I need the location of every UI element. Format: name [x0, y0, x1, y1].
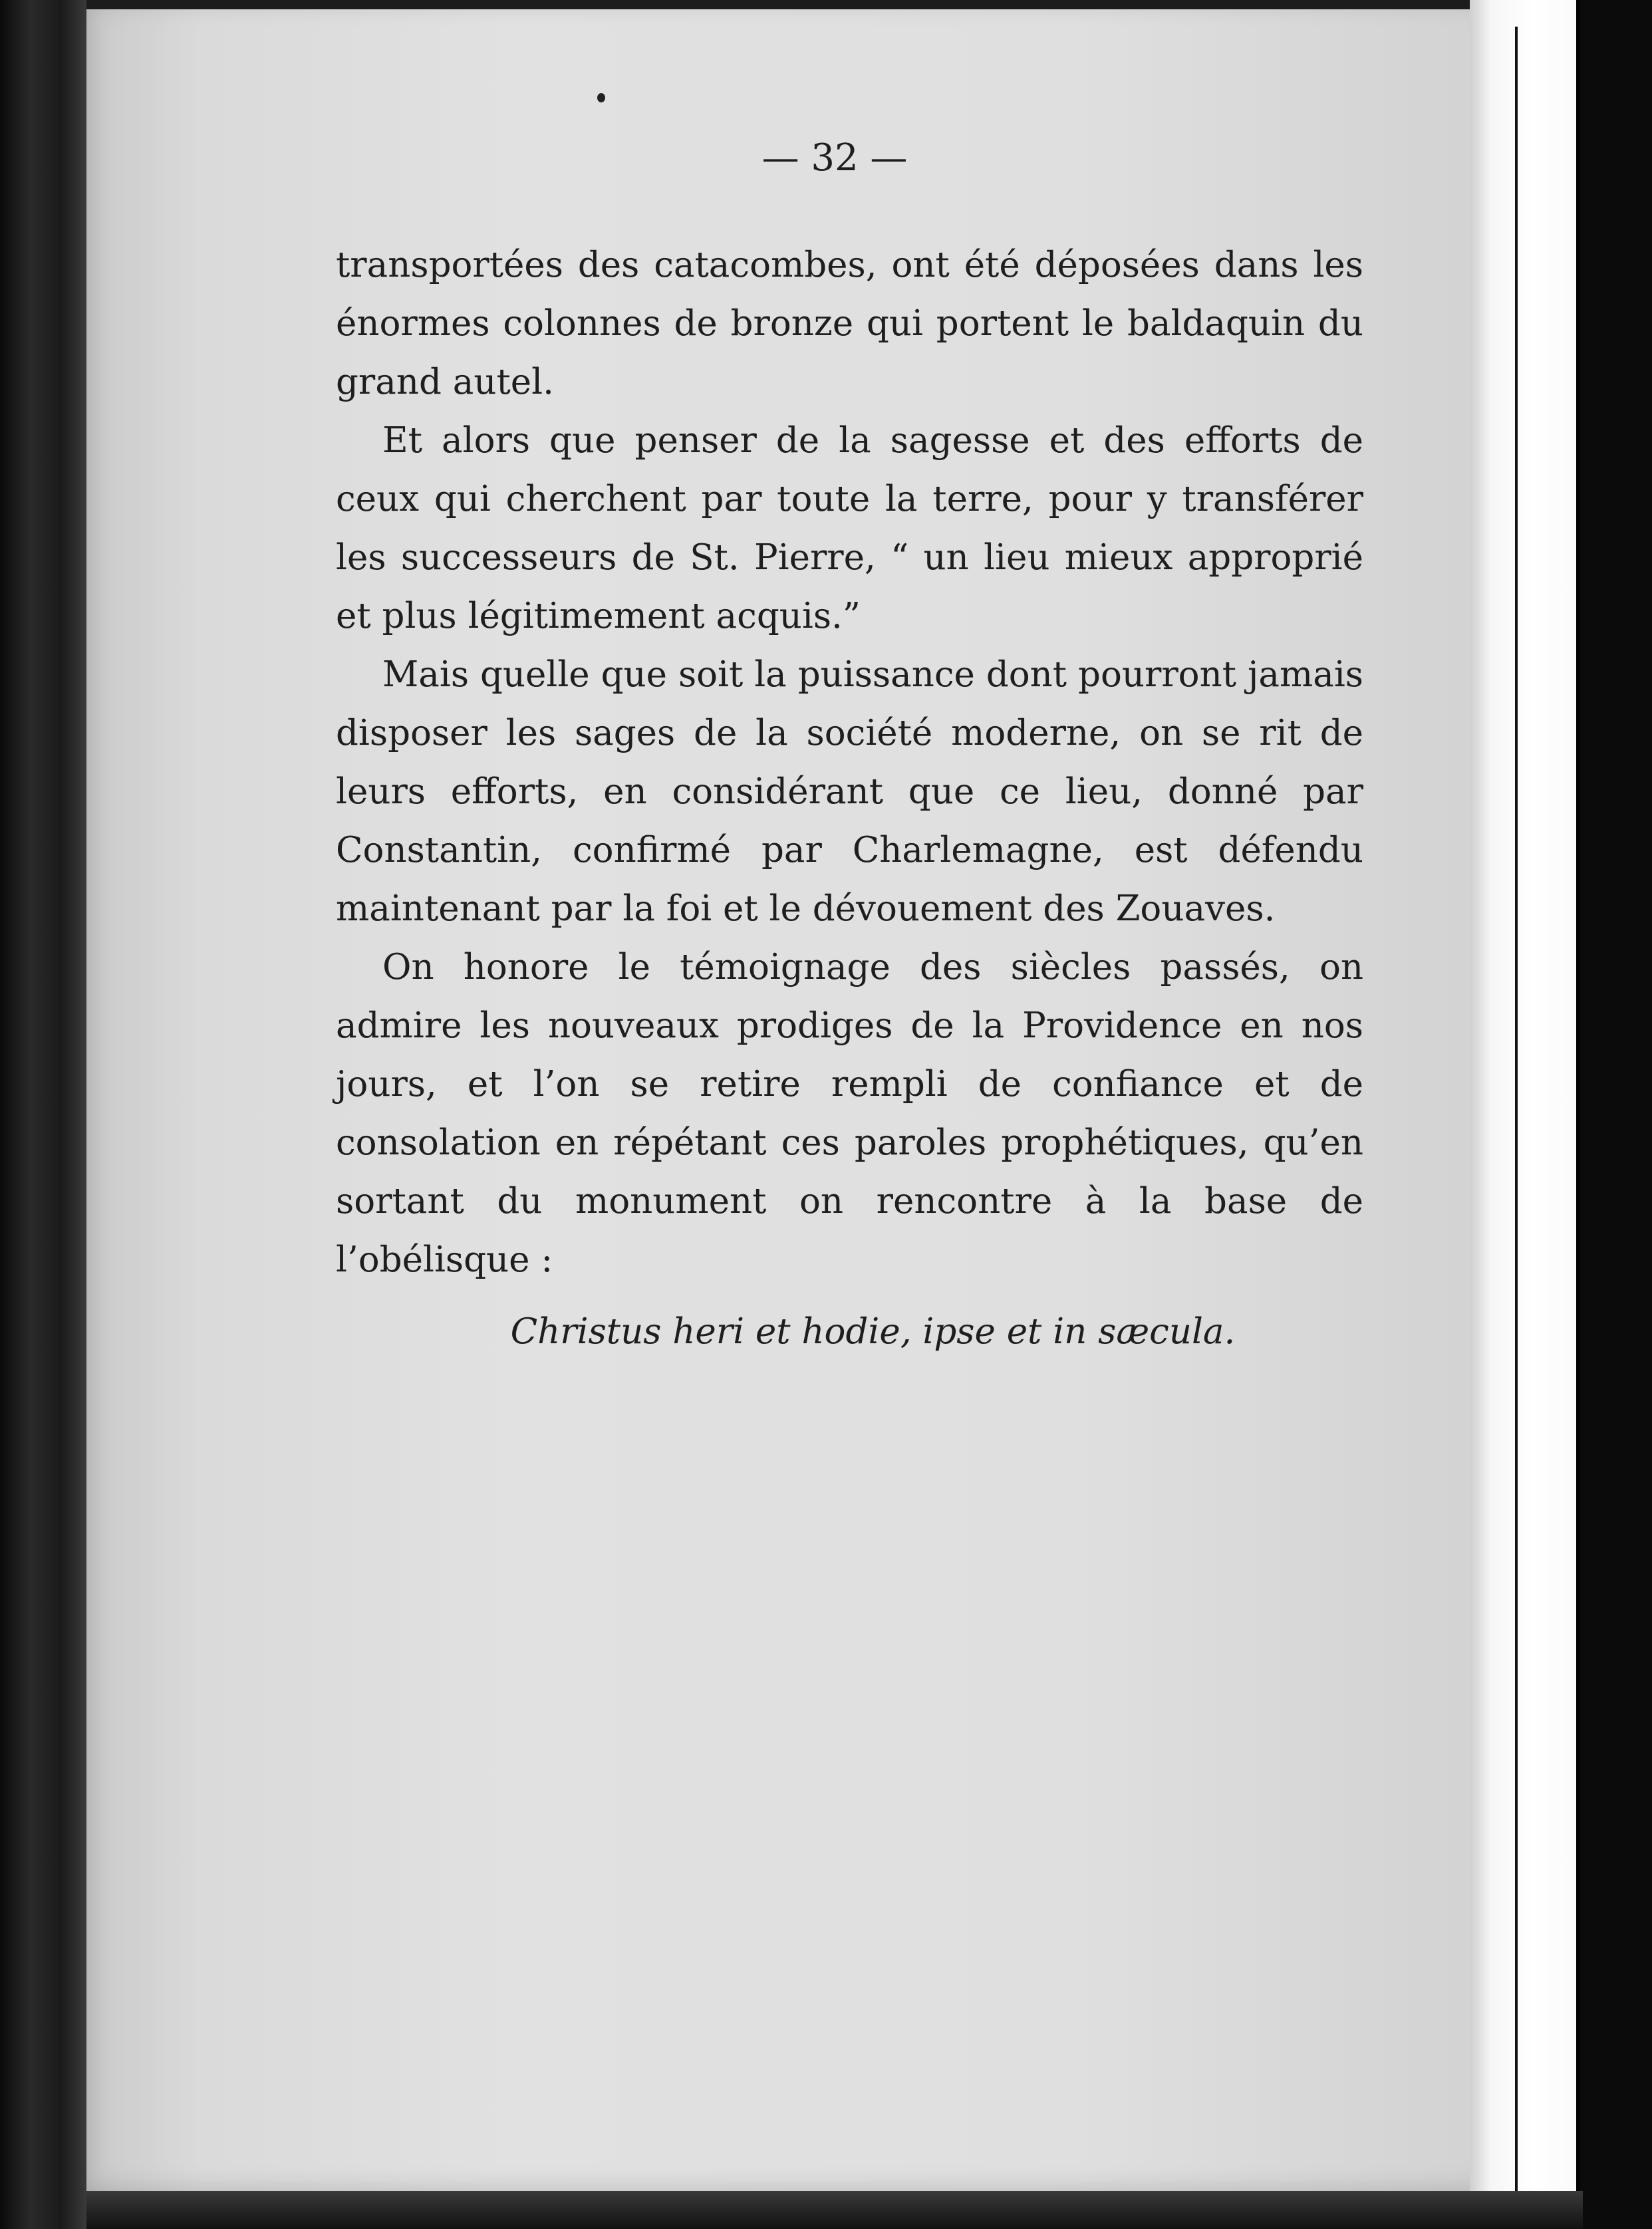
scanner-background	[1580, 0, 1652, 2229]
paragraph: Mais quelle que soit la puissance dont pourront jamais disposer les sages de la société moderne, on se rit de leurs efforts, en considérant que ce lieu, donné par Constantin, confirmé par Charlemagne, est défendu maintenant par la foi et le dévouement des Zouaves.	[336, 654, 1363, 929]
top-shadow	[86, 0, 1496, 9]
bottom-shadow	[86, 2191, 1583, 2229]
ink-speck	[597, 93, 605, 102]
book-binding	[0, 0, 86, 2229]
page-edge-line	[1515, 27, 1518, 2208]
body-text	[336, 236, 1363, 1361]
paragraph: Et alors que penser de la sagesse et des efforts de ceux qui cherchent par toute la terre, pour y transférer les successeurs de St. Pierre, “ un lieu mieux approprié et plus légitimement acquis.”	[336, 420, 1363, 636]
paragraph: On honore le témoignage des siècles passés, on admire les nouveaux prodiges de la Providence en nos jours, et l’on se retire rempli de confiance et de consolation en répétant ces paroles prophétiques, qu’en sortant du monument on rencontre à la base de l’obélisque :	[336, 947, 1363, 1280]
page-number: — 32 —	[761, 136, 908, 180]
page-edge	[1470, 0, 1576, 2229]
paragraph: transportées des catacombes, ont été déposées dans les énormes colonnes de bronze qui portent le baldaquin du grand autel.	[336, 245, 1363, 402]
latin-quote: Christus heri et hodie, ipse et in sæcula.	[510, 1311, 1236, 1352]
